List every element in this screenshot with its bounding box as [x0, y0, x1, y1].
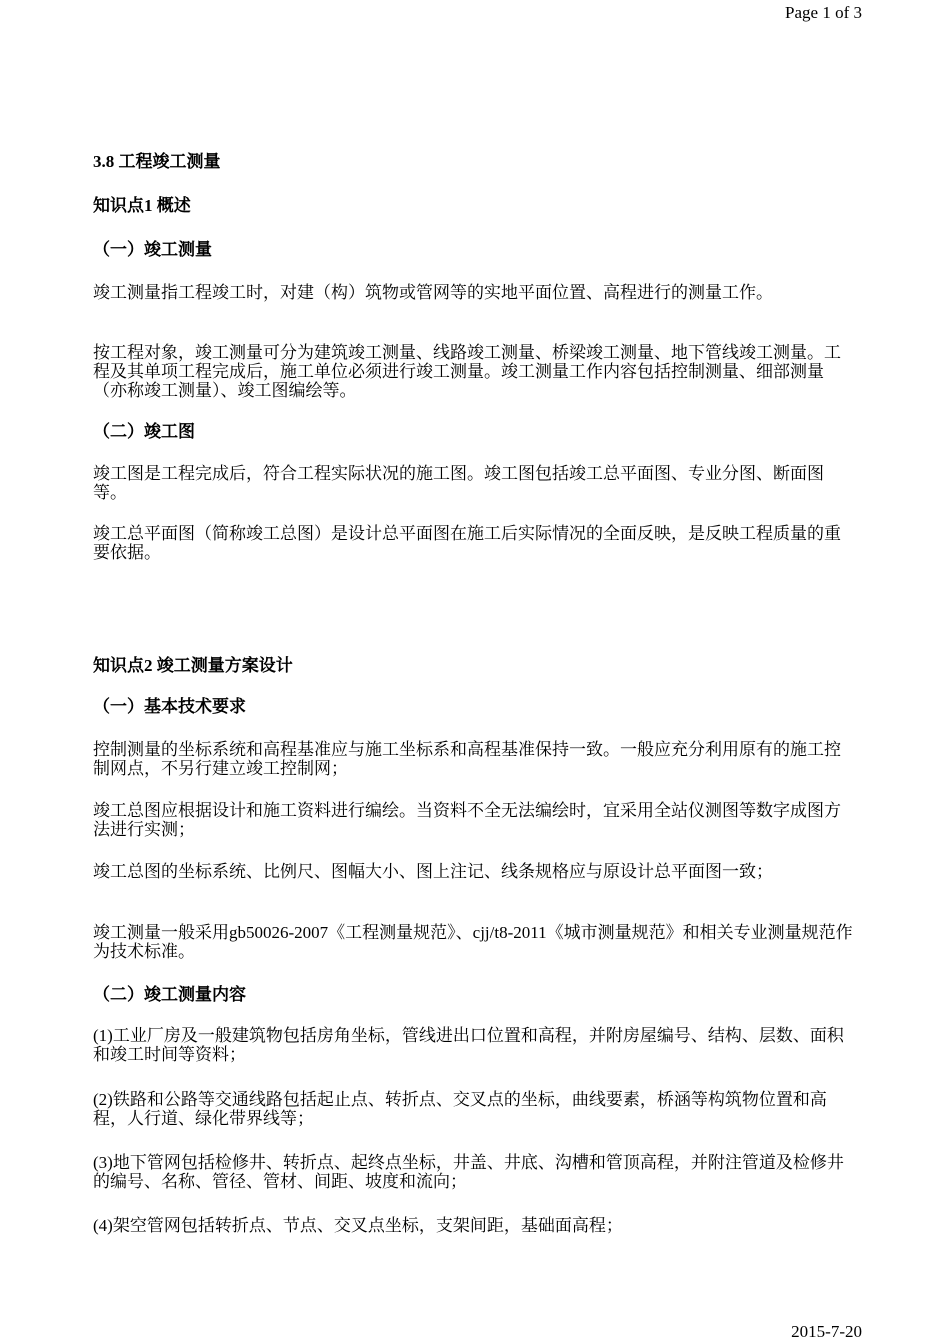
- kp2-s1-paragraph-1: 控制测量的坐标系统和高程基准应与施工坐标系和高程基准保持一致。一般应充分利用原有的施工控制网点，不另行建立竣工控制网；: [93, 740, 841, 778]
- kp2-s1-paragraph-3: 竣工总图的坐标系统、比例尺、图幅大小、图上注记、线条规格应与原设计总平面图一致；: [93, 862, 773, 881]
- kp2-s2-heading: （二）竣工测量内容: [93, 985, 246, 1004]
- kp2-s1-heading: （一）基本技术要求: [93, 697, 246, 716]
- list-item: (2)铁路和公路等交通线路包括起止点、转折点、交叉点的坐标，曲线要素，桥涵等构筑物位置和高程，人行道、绿化带界线等；: [93, 1090, 827, 1128]
- section-title: 3.8 工程竣工测量: [93, 152, 221, 171]
- kp1-s2-heading: （二）竣工图: [93, 422, 195, 441]
- page-number-header: Page 1 of 3: [785, 3, 862, 22]
- footer-date: 2015-7-20: [791, 1322, 862, 1341]
- kp1-s1-paragraph-1: 竣工测量指工程竣工时，对建（构）筑物或管网等的实地平面位置、高程进行的测量工作。: [93, 283, 773, 302]
- kp1-s2-paragraph-1: 竣工图是工程完成后，符合工程实际状况的施工图。竣工图包括竣工总平面图、专业分图、断面图等。: [93, 464, 824, 502]
- kp2-s1-paragraph-4: 竣工测量一般采用gb50026-2007《工程测量规范》、cjj/t8-2011《城市测量规范》和相关专业测量规范作为技术标准。: [93, 923, 853, 961]
- kp1-heading: 知识点1 概述: [93, 196, 191, 215]
- kp2-heading: 知识点2 竣工测量方案设计: [93, 656, 293, 675]
- kp1-s2-paragraph-2: 竣工总平面图（简称竣工总图）是设计总平面图在施工后实际情况的全面反映，是反映工程质量的重要依据。: [93, 524, 841, 562]
- kp2-s1-paragraph-2: 竣工总图应根据设计和施工资料进行编绘。当资料不全无法编绘时，宜采用全站仪测图等数字成图方法进行实测；: [93, 801, 841, 839]
- kp1-s1-heading: （一）竣工测量: [93, 240, 212, 259]
- list-item: (4)架空管网包括转折点、节点、交叉点坐标，支架间距，基础面高程；: [93, 1216, 623, 1235]
- kp1-s1-paragraph-2: 按工程对象，竣工测量可分为建筑竣工测量、线路竣工测量、桥梁竣工测量、地下管线竣工测量。工程及其单项工程完成后，施工单位必须进行竣工测量。竣工测量工作内容包括控制测量、细部测量（亦称竣工测量）、竣工图编绘等。: [93, 343, 841, 400]
- list-item: (1)工业厂房及一般建筑物包括房角坐标，管线进出口位置和高程，并附房屋编号、结构、层数、面积和竣工时间等资料；: [93, 1026, 844, 1064]
- list-item: (3)地下管网包括检修井、转折点、起终点坐标，井盖、井底、沟槽和管顶高程，并附注管道及检修井的编号、名称、管径、管材、间距、坡度和流向；: [93, 1153, 844, 1191]
